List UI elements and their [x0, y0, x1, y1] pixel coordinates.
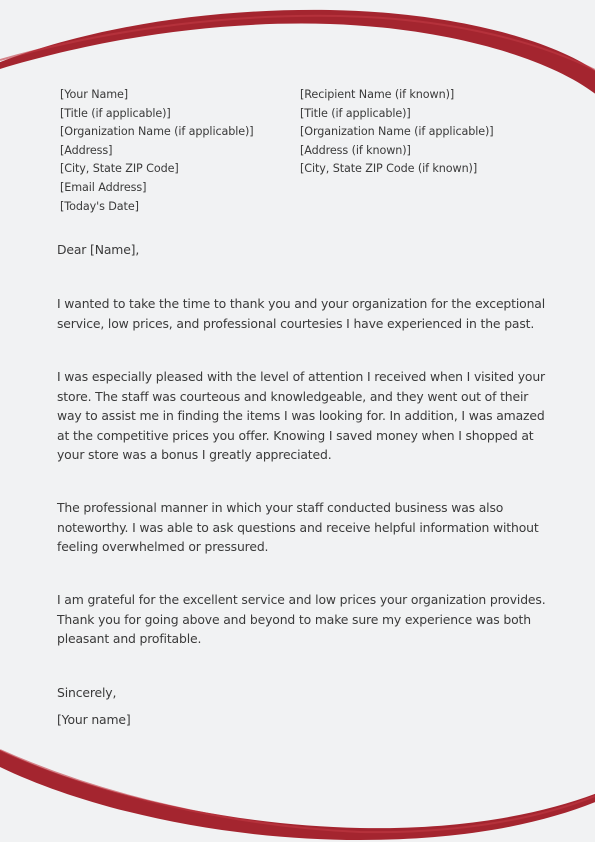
- sender-email: [Email Address]: [60, 180, 147, 194]
- recipient-name: [Recipient Name (if known)]: [300, 88, 455, 101]
- recipient-title: [Title (if applicable)]: [300, 106, 411, 120]
- letter-greeting: Dear [Name],: [57, 242, 140, 257]
- recipient-address: [Address (if known)]: [300, 143, 411, 157]
- recipient-address-block: [300, 86, 494, 179]
- letter-paragraph: I wanted to take the time to thank you and your organization for the exceptional service, low prices, and professional courtesies I have experienced in the past.: [57, 296, 546, 331]
- sender-city-state-zip: [City, State ZIP Code]: [60, 162, 179, 176]
- sender-name: [Your Name]: [60, 88, 129, 101]
- letter-date: [Today's Date]: [60, 199, 139, 213]
- sender-organization: [Organization Name (if applicable)]: [60, 125, 254, 139]
- letter-paragraph: I was especially pleased with the level of attention I received when I visited your store. The staff was courteous and knowledgeable, and they went out of their way to assist me in finding the items I was looking for. In addition, I was amazed at the competitive prices you offer. Knowing I saved money when I shopped at your store was a bonus I greatly appreciated.: [57, 369, 545, 463]
- letter-paragraph: I am grateful for the excellent service and low prices your organization provides. Thank you for going above and beyond to make sure my experience was both pleasant and profitable.: [57, 592, 546, 647]
- letter-signature: [Your name]: [57, 712, 131, 727]
- letter-paragraph: The professional manner in which your staff conducted business was also noteworthy. I was able to ask questions and receive helpful information without feeling overwhelmed or pressured.: [57, 500, 539, 555]
- sender-address-block: [60, 86, 254, 216]
- sender-title: [Title (if applicable)]: [60, 106, 171, 120]
- sender-address: [Address]: [60, 143, 113, 157]
- recipient-city-state-zip: [City, State ZIP Code (if known)]: [300, 162, 478, 176]
- letter-closing: Sincerely,: [57, 685, 117, 700]
- bottom-swoosh: [0, 745, 595, 840]
- recipient-organization: [Organization Name (if applicable)]: [300, 125, 494, 139]
